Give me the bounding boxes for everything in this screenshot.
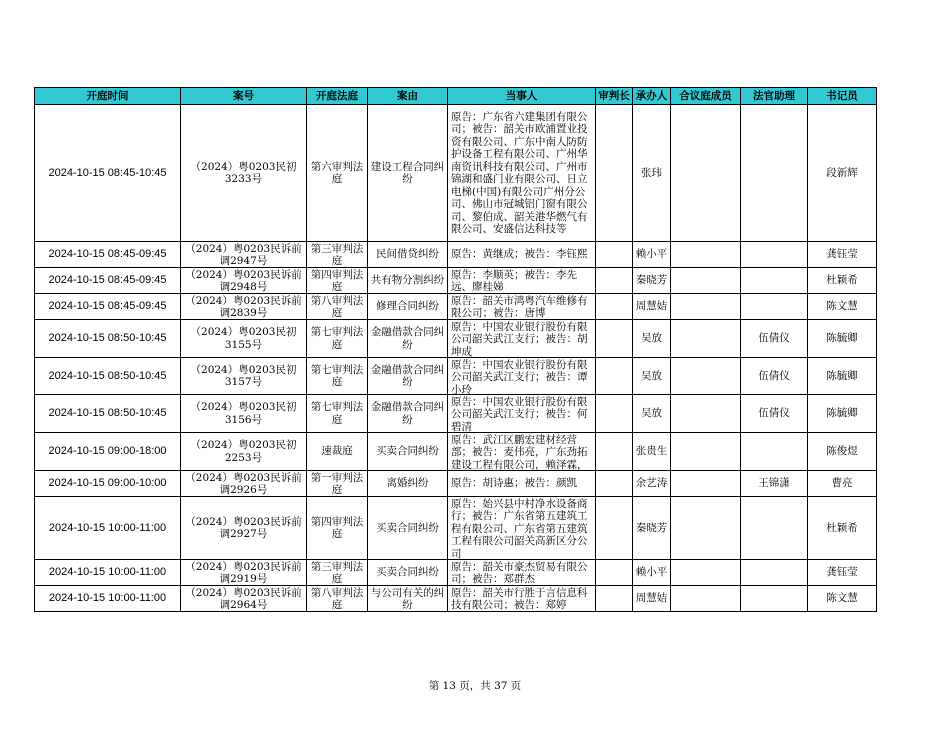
cell-handler [633, 497, 671, 560]
cell-assistant [741, 268, 808, 294]
cell-text: 原告：韶关市豪杰贸易有限公司；被告：郑群杰 [451, 560, 588, 585]
cell-court [307, 471, 368, 497]
table-row [35, 294, 877, 320]
cell-text: （2024）粤0203民诉前调2839号 [185, 294, 302, 319]
cell-text: 2024-10-15 08:45-10:45 [48, 166, 167, 179]
header-chief-judge: 审判长 [596, 88, 633, 105]
cell-text: 金融借款合同纠纷 [370, 363, 445, 388]
header-case-number: 案号 [181, 88, 307, 105]
cell-cause [368, 471, 448, 497]
cell-text: 陈文慧 [826, 592, 858, 605]
cell-time [35, 560, 181, 586]
cell-chief [596, 471, 633, 497]
cell-text: 原告：李顺英；被告：李先远、廖桂娣 [451, 268, 577, 293]
cell-clerk [808, 242, 877, 268]
cell-case [181, 471, 307, 497]
cell-court [307, 105, 368, 242]
cell-text: 余艺涛 [635, 477, 668, 490]
cell-text: （2024）粤0203民诉前调2948号 [185, 268, 302, 293]
cell-clerk [808, 105, 877, 242]
cell-assistant [741, 586, 808, 612]
table-row [35, 395, 877, 433]
cell-assistant [741, 395, 808, 433]
cell-text: 第三审判法庭 [310, 242, 364, 267]
cell-assistant [741, 497, 808, 560]
cell-text: 2024-10-15 08:50-10:45 [48, 407, 167, 420]
cell-text: （2024）粤0203民诉前调2926号 [185, 471, 302, 496]
cell-clerk [808, 358, 877, 395]
cell-text: 杜颖希 [826, 521, 858, 534]
header-members: 合议庭成员 [671, 88, 741, 105]
cell-assistant [741, 242, 808, 268]
cell-assistant [741, 320, 808, 358]
cell-time [35, 320, 181, 358]
header-court: 开庭法庭 [307, 88, 368, 105]
cell-text: 2024-10-15 09:00-18:00 [48, 445, 167, 458]
cell-handler [633, 433, 671, 471]
cell-text: （2024）粤0203民诉前调2947号 [185, 242, 302, 267]
cell-parties [448, 395, 596, 433]
cell-text: 张贵生 [635, 445, 668, 458]
table-row [35, 497, 877, 560]
cell-clerk [808, 560, 877, 586]
cell-text: 吴放 [641, 369, 662, 382]
cell-members [671, 268, 741, 294]
cell-text: 2024-10-15 08:50-10:45 [48, 369, 167, 382]
cell-court [307, 320, 368, 358]
cell-assistant [741, 433, 808, 471]
hearing-schedule [34, 87, 876, 612]
cell-time [35, 497, 181, 560]
cell-chief [596, 560, 633, 586]
cell-text: 王锦潇 [758, 477, 790, 490]
cell-chief [596, 320, 633, 358]
cell-assistant [741, 560, 808, 586]
cell-text: 原告：中国农业银行股份有限公司韶关武江支行；被告：胡坤成 [451, 320, 588, 357]
cell-text: 第七审判法庭 [310, 363, 364, 388]
cell-text: 买卖合同纠纷 [376, 566, 439, 579]
header-handler: 承办人 [633, 88, 671, 105]
cell-handler [633, 358, 671, 395]
header-parties: 当事人 [448, 88, 596, 105]
cell-court [307, 395, 368, 433]
cell-members [671, 497, 741, 560]
cell-text: 吴放 [641, 407, 662, 420]
cell-cause [368, 105, 448, 242]
cell-text: （2024）粤0203民初3233号 [190, 160, 297, 185]
cell-court [307, 268, 368, 294]
cell-handler [633, 471, 671, 497]
cell-time [35, 433, 181, 471]
cell-cause [368, 242, 448, 268]
cell-assistant [741, 471, 808, 497]
cell-parties [448, 433, 596, 471]
cell-text: 秦晓芳 [635, 521, 668, 534]
cell-time [35, 268, 181, 294]
cell-chief [596, 395, 633, 433]
cell-text: 陈毓卿 [826, 369, 858, 382]
cell-text: 原告：中国农业银行股份有限公司韶关武江支行；被告：何碧清 [451, 395, 588, 432]
cell-text: 金融借款合同纠纷 [370, 326, 445, 351]
table-row [35, 320, 877, 358]
cell-time [35, 105, 181, 242]
cell-cause [368, 294, 448, 320]
cell-handler [633, 294, 671, 320]
cell-cause [368, 433, 448, 471]
cell-text: 第七审判法庭 [310, 326, 364, 351]
cell-case [181, 268, 307, 294]
cell-text: 第六审判法庭 [310, 160, 364, 185]
cell-text: 建设工程合同纠纷 [370, 160, 445, 185]
cell-parties [448, 497, 596, 560]
cell-text: 陈毓卿 [826, 332, 858, 345]
header-time: 开庭时间 [35, 88, 181, 105]
table-row [35, 471, 877, 497]
cell-case [181, 433, 307, 471]
cell-parties [448, 242, 596, 268]
cell-case [181, 395, 307, 433]
cell-text: 张玮 [641, 166, 662, 179]
cell-text: 吴放 [641, 332, 662, 345]
cell-time [35, 471, 181, 497]
cell-court [307, 497, 368, 560]
table-row [35, 358, 877, 395]
cell-handler [633, 105, 671, 242]
cell-text: 2024-10-15 09:00-10:00 [48, 477, 167, 490]
cell-members [671, 586, 741, 612]
cell-text: 伍倩仪 [758, 407, 790, 420]
cell-assistant [741, 294, 808, 320]
cell-text: 赖小平 [635, 566, 668, 579]
cell-clerk [808, 433, 877, 471]
cell-case [181, 105, 307, 242]
cell-parties [448, 358, 596, 395]
cell-clerk [808, 395, 877, 433]
cell-text: 第八审判法庭 [310, 586, 364, 611]
cell-text: 2024-10-15 10:00-11:00 [48, 521, 167, 534]
cell-court [307, 433, 368, 471]
cell-text: 2024-10-15 08:45-09:45 [48, 248, 167, 261]
cell-chief [596, 497, 633, 560]
cell-parties [448, 586, 596, 612]
cell-chief [596, 433, 633, 471]
cell-court [307, 560, 368, 586]
cell-text: 赖小平 [635, 248, 668, 261]
cell-text: 龚钰莹 [826, 248, 858, 261]
cell-text: 原告：武江区鹏宏建材经营部；被告：麦伟亮，广东劲拓建设工程有限公司，赖泽霖， [451, 433, 588, 470]
cell-handler [633, 586, 671, 612]
page-footer: 第 13 页，共 37 页 [428, 680, 522, 692]
cell-handler [633, 320, 671, 358]
cell-text: 原告：黄继成；被告：李钰熙 [451, 248, 588, 261]
cell-text: 共有物分割纠纷 [370, 274, 445, 287]
cell-assistant [741, 358, 808, 395]
table-row [35, 433, 877, 471]
cell-text: 陈俊煜 [826, 445, 858, 458]
cell-case [181, 358, 307, 395]
cell-text: 金融借款合同纠纷 [370, 401, 445, 426]
table-row [35, 242, 877, 268]
hearing-table [34, 87, 877, 612]
cell-text: 买卖合同纠纷 [376, 445, 439, 458]
cell-text: 民间借贷纠纷 [376, 248, 439, 261]
cell-text: 杜颖希 [826, 274, 858, 287]
cell-text: （2024）粤0203民初2253号 [190, 439, 297, 464]
table-row [35, 586, 877, 612]
cell-text: 2024-10-15 10:00-11:00 [48, 592, 167, 605]
cell-cause [368, 586, 448, 612]
cell-cause [368, 320, 448, 358]
cell-text: 与公司有关的纠纷 [370, 586, 445, 611]
cell-parties [448, 294, 596, 320]
cell-text: 第七审判法庭 [310, 401, 364, 426]
cell-text: 2024-10-15 08:50-10:45 [48, 332, 167, 345]
cell-clerk [808, 268, 877, 294]
cell-text: 2024-10-15 08:45-09:45 [48, 274, 167, 287]
cell-text: 2024-10-15 08:45-09:45 [48, 300, 167, 313]
cell-clerk [808, 294, 877, 320]
cell-case [181, 242, 307, 268]
cell-text: 速裁庭 [321, 445, 353, 458]
cell-parties [448, 320, 596, 358]
cell-chief [596, 358, 633, 395]
cell-members [671, 242, 741, 268]
header-clerk: 书记员 [808, 88, 877, 105]
cell-text: （2024）粤0203民诉前调2919号 [185, 560, 302, 585]
cell-handler [633, 395, 671, 433]
cell-text: 2024-10-15 10:00-11:00 [48, 566, 167, 579]
cell-members [671, 471, 741, 497]
cell-cause [368, 358, 448, 395]
table-row [35, 105, 877, 242]
cell-time [35, 358, 181, 395]
cell-text: 秦晓芳 [635, 274, 668, 287]
cell-court [307, 242, 368, 268]
cell-text: 原告：韶关市行胜于言信息科技有限公司；被告：郑婷 [451, 586, 588, 611]
cell-court [307, 358, 368, 395]
cell-text: 第三审判法庭 [310, 560, 364, 585]
table-row [35, 268, 877, 294]
cell-text: 原告：胡诗惠；被告：颜凯 [451, 477, 577, 490]
cell-text: 陈毓卿 [826, 407, 858, 420]
cell-text: （2024）粤0203民初3155号 [190, 326, 297, 351]
cell-text: 曹亮 [831, 477, 853, 490]
cell-chief [596, 586, 633, 612]
cell-cause [368, 395, 448, 433]
cell-case [181, 320, 307, 358]
cell-time [35, 586, 181, 612]
cell-text: 伍倩仪 [758, 369, 790, 382]
cell-assistant [741, 105, 808, 242]
cell-text: （2024）粤0203民初3157号 [190, 363, 297, 388]
table-row [35, 560, 877, 586]
cell-text: 原告：韶关市鸿粤汽车维修有限公司；被告：唐博 [451, 294, 588, 319]
cell-parties [448, 268, 596, 294]
cell-text: 龚钰莹 [826, 566, 858, 579]
cell-text: 原告：中国农业银行股份有限公司韶关武江支行；被告：谭小玲 [451, 358, 588, 394]
cell-court [307, 294, 368, 320]
cell-clerk [808, 471, 877, 497]
cell-text: 第四审判法庭 [310, 515, 364, 540]
cell-members [671, 320, 741, 358]
cell-chief [596, 105, 633, 242]
cell-text: 伍倩仪 [758, 332, 790, 345]
cell-members [671, 358, 741, 395]
cell-text: 离婚纠纷 [386, 477, 429, 490]
cell-chief [596, 242, 633, 268]
cell-text: 第一审判法庭 [310, 471, 364, 496]
cell-text: 原告：广东省六建集团有限公司；被告：韶关市欧浦置业投资有限公司、广东中南人防防护设备工程有限公司、广州华南资讯科技有限公司、广州市锦湖和盛门业有限公司、日立电梯(中国)有限公司广州分公司、佛山市冠城铝门窗有限公司、黎伯成、韶关港华燃气有限公司、安盛信达科技等 [451, 110, 588, 235]
cell-text: （2024）粤0203民诉前调2927号 [185, 515, 302, 540]
cell-text: 段新辉 [826, 166, 858, 179]
cell-handler [633, 560, 671, 586]
header-cause: 案由 [368, 88, 448, 105]
cell-members [671, 560, 741, 586]
cell-parties [448, 471, 596, 497]
cell-time [35, 294, 181, 320]
cell-parties [448, 105, 596, 242]
header-row [35, 88, 877, 105]
cell-parties [448, 560, 596, 586]
cell-cause [368, 497, 448, 560]
cell-case [181, 586, 307, 612]
cell-time [35, 395, 181, 433]
cell-handler [633, 242, 671, 268]
cell-clerk [808, 320, 877, 358]
cell-case [181, 497, 307, 560]
cell-clerk [808, 497, 877, 560]
cell-clerk [808, 586, 877, 612]
header-assistant: 法官助理 [741, 88, 808, 105]
cell-members [671, 105, 741, 242]
cell-chief [596, 268, 633, 294]
cell-text: 周慧姞 [635, 300, 668, 313]
cell-text: （2024）粤0203民诉前调2964号 [185, 586, 302, 611]
cell-text: 陈文慧 [826, 300, 858, 313]
cell-case [181, 560, 307, 586]
cell-text: 第八审判法庭 [310, 294, 364, 319]
cell-cause [368, 268, 448, 294]
cell-text: （2024）粤0203民初3156号 [190, 401, 297, 426]
cell-handler [633, 268, 671, 294]
cell-text: 原告：始兴县中村净水设备商行；被告：广东省第五建筑工程有限公司、广东省第五建筑工程有限公司韶关高新区分公司 [451, 497, 588, 559]
cell-chief [596, 294, 633, 320]
cell-case [181, 294, 307, 320]
cell-members [671, 433, 741, 471]
cell-text: 买卖合同纠纷 [376, 521, 439, 534]
cell-time [35, 242, 181, 268]
cell-cause [368, 560, 448, 586]
cell-text: 第四审判法庭 [310, 268, 364, 293]
cell-text: 周慧姞 [635, 592, 668, 605]
cell-text: 修理合同纠纷 [376, 300, 439, 313]
cell-members [671, 395, 741, 433]
cell-members [671, 294, 741, 320]
cell-court [307, 586, 368, 612]
